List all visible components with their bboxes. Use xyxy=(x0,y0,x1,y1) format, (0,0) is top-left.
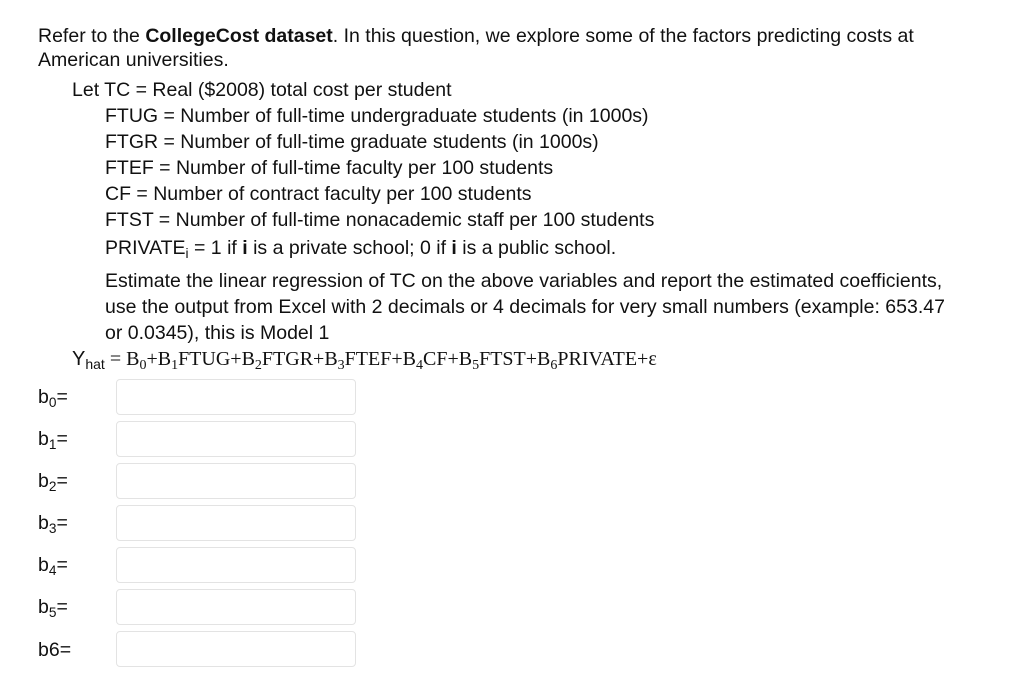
coefficient-label-b0: $b_0=$ xyxy=(38,386,68,410)
coefficient-row-b4 xyxy=(38,547,78,585)
coefficient-row-b6 xyxy=(38,631,78,669)
coefficient-label-b3: $b_3=$ xyxy=(38,512,68,536)
b2-input[interactable] xyxy=(116,463,356,499)
definition-ftef: FTEF = Number of full-time faculty per 100 students xyxy=(105,157,554,179)
eq-b0: = B xyxy=(104,348,140,370)
private-sub: i xyxy=(185,246,189,261)
b4-input[interactable] xyxy=(116,547,356,583)
eq-t4b: CF+B xyxy=(422,348,473,370)
eq-t6b: PRIVATE+ε xyxy=(557,348,657,370)
eq-s2: 2 xyxy=(254,358,262,373)
coefficient-label-b6: b6= xyxy=(38,638,72,661)
coefficient-row-b1 xyxy=(38,421,78,459)
b0-input[interactable] xyxy=(116,379,356,415)
coefficient-row-b2 xyxy=(38,463,78,501)
coefficient-row-b3 xyxy=(38,505,78,543)
b1-input[interactable] xyxy=(116,421,356,457)
private-text-d: is a public school. xyxy=(456,237,617,259)
coefficient-label-b1: $b_1=$ xyxy=(38,428,68,452)
coefficient-label-b4: $b_4=$ xyxy=(38,554,68,578)
private-text-c: is a private school; 0 if xyxy=(247,237,452,259)
eq-s5: 5 xyxy=(472,358,480,373)
eq-t1: +B xyxy=(146,348,172,370)
eq-s6: 6 xyxy=(550,358,558,373)
eq-y-sub: hat xyxy=(85,356,105,372)
coefficient-label-b2: $b_2=$ xyxy=(38,470,68,494)
dataset-name: CollegeCost dataset xyxy=(145,25,333,47)
coefficient-label-b5: $b_5=$ xyxy=(38,596,68,620)
coefficient-row-b5 xyxy=(38,589,78,627)
intro-suffix: . In this question, we explore some of the factors predicting costs at American universities. xyxy=(38,25,914,71)
instructions: Estimate the linear regression of TC on the above variables and report the estimated coefficients, use the output from Excel with 2 decimals or 4 decimals for very small numbers (example: 653.47 or 0.0345), this is Model 1 xyxy=(105,270,945,344)
b5-input[interactable] xyxy=(116,589,356,625)
definition-private xyxy=(105,235,616,267)
definition-ftst: FTST = Number of full-time nonacademic staff per 100 students xyxy=(105,209,655,231)
eq-t1b: FTUG+B xyxy=(178,348,255,370)
eq-t3b: FTEF+B xyxy=(344,348,416,370)
eq-y: Y xyxy=(72,348,86,370)
coefficient-row-b0 xyxy=(38,379,78,417)
intro-prefix: Refer to the xyxy=(38,25,146,47)
eq-s0: 0 xyxy=(139,358,147,373)
private-text-a: PRIVATE xyxy=(105,237,186,259)
private-i2: i xyxy=(451,237,457,259)
eq-s4: 4 xyxy=(415,358,423,373)
eq-s1: 1 xyxy=(171,358,179,373)
definition-ftgr: FTGR = Number of full-time graduate students (in 1000s) xyxy=(105,131,599,153)
b3-input[interactable] xyxy=(116,505,356,541)
eq-t5b: FTST+B xyxy=(479,348,551,370)
eq-t2b: FTGR+B xyxy=(261,348,338,370)
definition-ftug: FTUG = Number of full-time undergraduate students (in 1000s) xyxy=(105,105,649,127)
definition-cf: CF = Number of contract faculty per 100 students xyxy=(105,183,532,205)
let-line: Let TC = Real ($2008) total cost per student xyxy=(72,79,452,101)
eq-s3: 3 xyxy=(337,358,345,373)
question-intro xyxy=(38,24,978,72)
private-i1: i xyxy=(242,237,248,259)
regression-equation xyxy=(72,346,657,379)
b6-input[interactable] xyxy=(116,631,356,667)
private-text-b: = 1 if xyxy=(188,237,243,259)
